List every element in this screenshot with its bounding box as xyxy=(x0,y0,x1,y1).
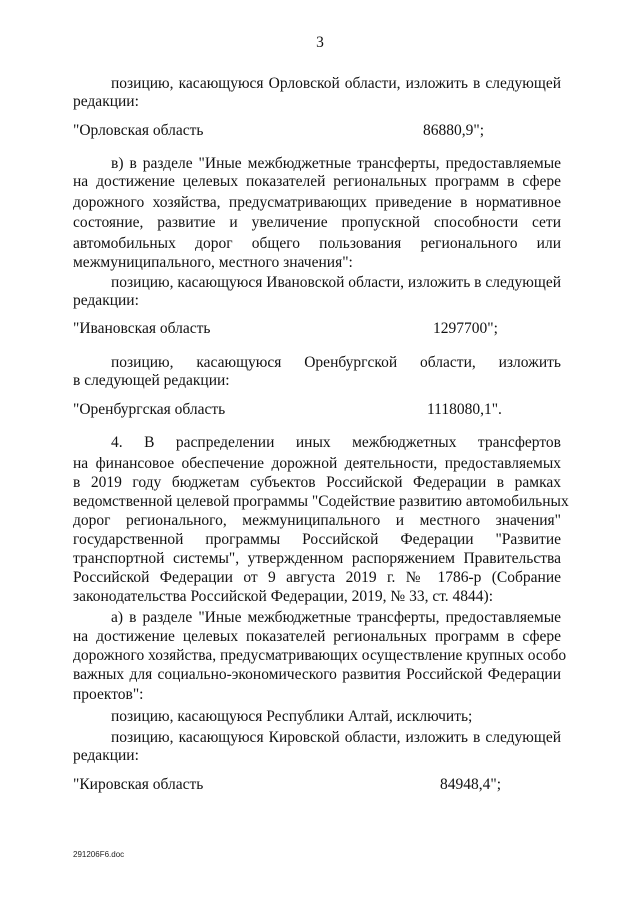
paragraph-line: редакции: xyxy=(73,93,139,110)
paragraph-line: дорожного хозяйства, предусматривающих приведение в нормативное xyxy=(73,194,561,211)
region-value-orel: 86880,9"; xyxy=(423,122,485,139)
paragraph-line: редакции: xyxy=(73,747,139,764)
paragraph-line: ведомственной целевой программы "Содействие развитию автомобильных xyxy=(73,493,569,510)
paragraph-line: Российской Федерации от 9 августа 2019 г. № 1786-р (Собрание xyxy=(73,569,561,586)
paragraph-line: на достижение целевых показателей региональных программ в сфере xyxy=(73,173,561,190)
paragraph-line: позицию, касающуюся Ивановской области, изложить в следующей xyxy=(111,274,561,291)
paragraph-line: дорожного хозяйства, предусматривающих осуществление крупных особо xyxy=(73,647,567,664)
region-name-orel: "Орловская область xyxy=(73,122,204,139)
paragraph-line: позицию, касающуюся Кировской области, изложить в следующей xyxy=(111,729,561,746)
paragraph-line: редакции: xyxy=(73,292,139,309)
region-value-orenburg: 1118080,1". xyxy=(427,401,502,418)
paragraph-line: в 2019 году бюджетам субъектов Российской Федерации в рамках xyxy=(73,474,561,491)
paragraph-line: а) в разделе "Иные межбюджетные трансферты, предоставляемые xyxy=(111,609,561,626)
paragraph-line: на финансовое обеспечение дорожной деятельности, предоставляемых xyxy=(73,455,561,472)
region-name-ivanovo: "Ивановская область xyxy=(73,320,211,337)
document-footer: 291206F6.doc xyxy=(73,850,125,859)
paragraph-line: в) в разделе "Иные межбюджетные трансферты, предоставляемые xyxy=(111,155,561,172)
paragraph-line: позицию, касающуюся Орловской области, изложить в следующей xyxy=(111,75,561,92)
paragraph-line: состояние, развитие и увеличение пропускной способности сети xyxy=(73,214,561,231)
paragraph-line: межмуниципального, местного значения": xyxy=(73,254,353,271)
paragraph-line: законодательства Российской Федерации, 2019, № 33, ст. 4844): xyxy=(73,588,494,605)
paragraph-line: важных для социально-экономического развития Российской Федерации xyxy=(73,666,561,683)
paragraph-line: автомобильных дорог общего пользования регионального или xyxy=(73,235,561,252)
paragraph-line: позицию, касающуюся Оренбургской области, изложить xyxy=(111,354,561,371)
page-number: 3 xyxy=(316,34,324,51)
paragraph-line: проектов": xyxy=(73,686,144,703)
paragraph-line: позицию, касающуюся Республики Алтай, исключить; xyxy=(111,708,473,725)
paragraph-line: государственной программы Российской Федерации "Развитие xyxy=(73,531,561,548)
paragraph-line: дорог регионального, межмуниципального и местного значения" xyxy=(73,512,561,529)
paragraph-line: на достижение целевых показателей региональных программ в сфере xyxy=(73,628,561,645)
region-value-ivanovo: 1297700"; xyxy=(433,320,498,337)
region-value-kirov: 84948,4"; xyxy=(440,776,502,793)
paragraph-line: в следующей редакции: xyxy=(73,372,230,389)
paragraph-line: 4. В распределении иных межбюджетных трансфертов xyxy=(111,434,561,451)
paragraph-line: транспортной системы", утвержденном распоряжением Правительства xyxy=(73,550,561,567)
region-name-orenburg: "Оренбургская область xyxy=(73,401,226,418)
region-name-kirov: "Кировская область xyxy=(73,776,204,793)
